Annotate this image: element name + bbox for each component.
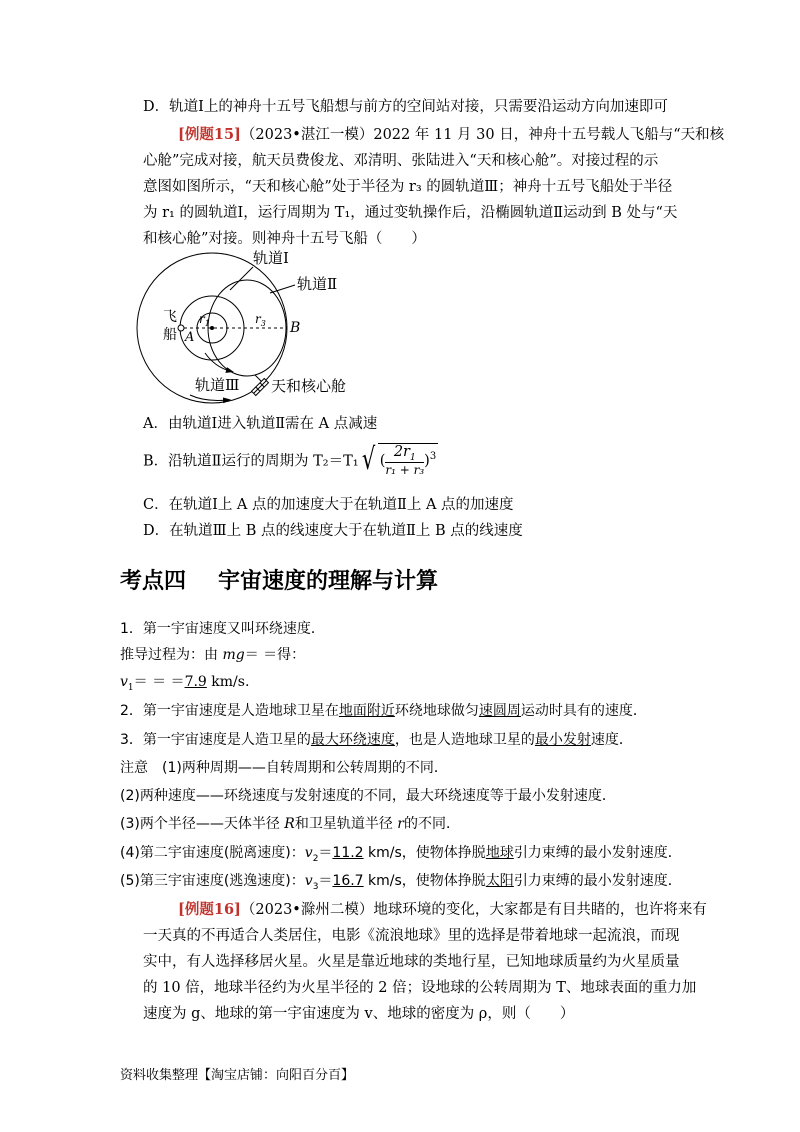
option-c: C．在轨道Ⅰ上 A 点的加速度大于在轨道Ⅱ上 A 点的加速度	[143, 497, 514, 513]
example16-line-3: 实中，有人选择移居火星。火星是靠近地球的类地行星，已知地球质量约为火星质量	[143, 954, 680, 970]
orbit-diagram	[135, 245, 375, 405]
note-7: (2)两种速度——环绕速度与发射速度的不同，最大环绕速度等于最小发射速度．	[120, 788, 616, 804]
note-5: 3．第一宇宙速度是人造卫星的最大环绕速度，也是人造地球卫星的最小发射速度．	[120, 732, 633, 748]
example16-line-2: 一天真的不再适合人类居住，电影《流浪地球》里的选择是带着地球一起流浪，而现	[143, 928, 680, 944]
note-4: 2．第一宇宙速度是人造地球卫星在地面附近环绕地球做匀速圆周运动时具有的速度．	[120, 703, 647, 719]
orbit-2-label: 轨道Ⅱ	[297, 275, 338, 293]
example16-tag: [例题16]	[178, 901, 241, 918]
note-8: (3)两个半径——天体半径 R和卫星轨道半径 r的不同．	[120, 816, 460, 832]
space-station-icon	[252, 379, 269, 396]
note-9: (4)第二宇宙速度(脱离速度)：$v_2=11.2$ km/s，使物体挣脱地球引力束缚的最小发射速度．	[120, 845, 682, 864]
example15-line-3: 意图如图所示，“天和核心舱”处于半径为 r₃ 的圆轨道Ⅲ；神舟十五号飞船处于半径	[143, 179, 673, 195]
example15-line-5: 和核心舱”对接。则神舟十五号飞船（ ）	[143, 231, 426, 247]
note-3: $v_1= = =7.9$ km/s.	[120, 674, 250, 693]
sqrt-sign: √	[361, 442, 375, 477]
orbit-3-label: 轨道Ⅲ	[195, 376, 240, 394]
example16-line-4: 的 10 倍，地球半径约为火星半径的 2 倍；设地球的公转周期为 T、地球表面的重力加	[143, 980, 697, 996]
option-d: D．在轨道Ⅲ上 B 点的线速度大于在轨道Ⅱ上 B 点的线速度	[143, 523, 523, 539]
ship-label-bottom: 船	[163, 327, 177, 343]
example15-tag: [例题15]	[178, 126, 241, 143]
ship-label-top: 飞	[163, 309, 177, 325]
orbit1-leader	[230, 267, 253, 290]
r1-label: $r_1$	[199, 312, 210, 328]
r3-label: $r_3$	[255, 312, 266, 328]
example15-line-2: 心舱”完成对接，航天员费俊龙、邓清明、张陆进入“天和核心舱”。对接过程的示	[143, 153, 659, 169]
option-a: A．由轨道Ⅰ进入轨道Ⅱ需在 A 点减速	[143, 416, 378, 432]
orbit-1-label: 轨道Ⅰ	[253, 249, 289, 267]
example15-line-1: [例题15]（2023•湛江一模）2022 年 11 月 30 日，神舟十五号载人飞船与“天和核	[178, 126, 725, 143]
point-a-label: A	[185, 330, 195, 345]
station-label: 天和核心舱	[271, 377, 347, 395]
point-b-label: B	[290, 320, 301, 336]
example16-line-1: [例题16]（2023•滁州二模）地球环境的变化，大家都是有目共睹的，也许将来有	[178, 901, 707, 918]
example16-line-5: 速度为 g、地球的第一宇宙速度为 v、地球的密度为 ρ，则（ ）	[143, 1006, 575, 1022]
note-2: 推导过程为：由 mg＝ ＝得：	[120, 647, 306, 663]
note-10: (5)第三宇宙速度(逃逸速度)：$v_3=16.7$ km/s，使物体挣脱太阳引力束缚的最小发射速度．	[120, 873, 682, 892]
section-title: 考点四 宇宙速度的理解与计算	[120, 569, 439, 594]
option-b: B．沿轨道Ⅱ运行的周期为 T₂＝T₁√ ( $\frac{2r_1}{\text{r₁ + r₃}}$ )$^3$	[143, 440, 438, 484]
option-d-prev: D．轨道Ⅰ上的神舟十五号飞船想与前方的空间站对接，只需要沿运动方向加速即可	[143, 99, 668, 115]
point-a-marker	[178, 325, 184, 331]
note-6: 注意 (1)两种周期——自转周期和公转周期的不同．	[120, 760, 448, 776]
note-1: 1．第一宇宙速度又叫环绕速度．	[120, 621, 325, 637]
orbit-3-arrow	[190, 395, 227, 400]
period-formula: ( $\frac{2r_1}{\text{r₁ + r₃}}$ )$^3$	[379, 443, 437, 478]
page-footer: 资料收集整理【淘宝店铺：向阳百分百】	[120, 1068, 355, 1083]
example15-line-4: 为 r₁ 的圆轨道Ⅰ，运行周期为 T₁，通过变轨操作后，沿椭圆轨道Ⅱ运动到 B 处与“天	[143, 205, 678, 221]
